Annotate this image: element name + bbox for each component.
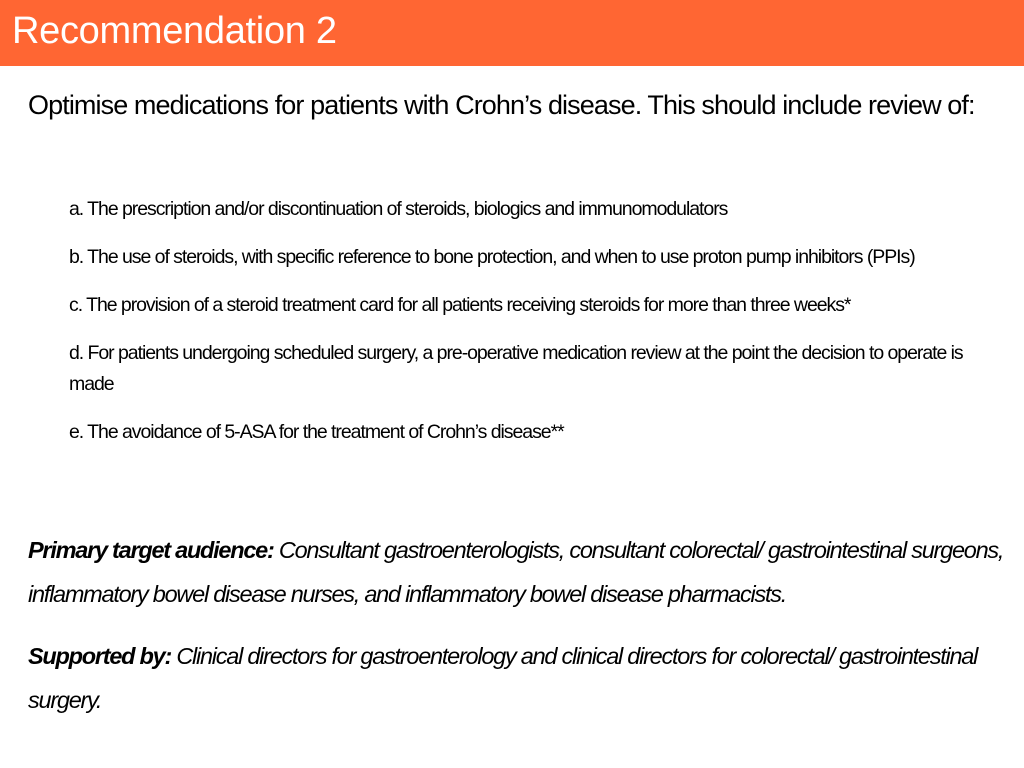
supported-by-label: Supported by: [28,643,172,669]
review-item-a: a. The prescription and/or discontinuation of steroids, biologics and immunomodulators [69,198,728,220]
target-audience-text: Consultant gastroenterologists, consultant colorectal/ gastrointestinal surgeons, inflammatory bowel disease nurses, and inflammatory bowel disease pharmacists. [28,537,1004,607]
review-item-b: b. The use of steroids, with specific reference to bone protection, and when to use proton pump inhibitors (PPIs) [69,246,915,268]
review-item-d: d. For patients undergoing scheduled surgery, a pre-operative medication review at the point the decision to operate is made [69,342,963,395]
review-list [69,194,974,448]
supported-by [28,634,988,722]
intro-paragraph: Optimise medications for patients with Crohn’s disease. This should include review of: [28,90,975,120]
review-item-e: e. The avoidance of 5-ASA for the treatment of Crohn’s disease** [69,421,564,443]
review-item-c: c. The provision of a steroid treatment card for all patients receiving steroids for more than three weeks* [69,294,851,316]
page-title: Recommendation 2 [12,10,337,52]
target-audience-label: Primary target audience: [28,537,274,563]
supported-by-text: Clinical directors for gastroenterology and clinical directors for colorectal/ gastrointestinal surgery. [28,643,978,713]
target-audience [28,528,1013,616]
title-bar [0,0,1024,66]
